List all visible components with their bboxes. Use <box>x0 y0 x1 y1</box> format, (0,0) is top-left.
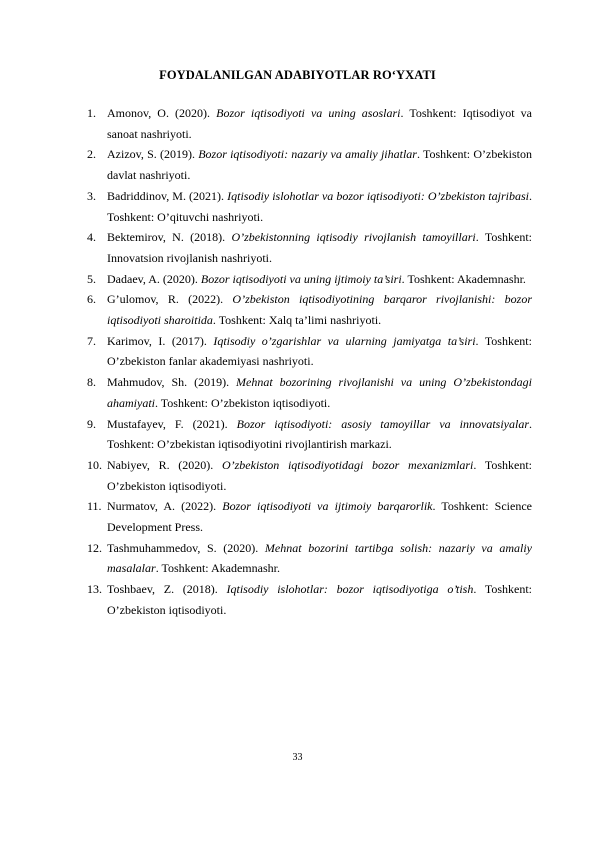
reference-text <box>107 227 532 268</box>
reference-author: Bektemirov, N. (2018). <box>107 230 232 245</box>
reference-publisher: . Toshkent: Akademnashr. <box>155 561 280 576</box>
reference-number: 8. <box>87 375 96 390</box>
reference-author: Badriddinov, M. (2021). <box>107 188 228 203</box>
reference-number: 13. <box>87 582 102 597</box>
reference-number: 1. <box>87 106 96 120</box>
reference-book-title: Mehnat bozorining rivojlanishi va uning O’zbekistondagi ahamiyati <box>107 375 532 410</box>
reference-publisher: . Toshkent: Science Development Press. <box>107 499 532 535</box>
reference-text <box>107 538 532 579</box>
reference-text <box>107 414 532 455</box>
reference-author: Karimov, I. (2017). <box>107 333 214 348</box>
reference-text <box>107 269 532 290</box>
reference-publisher: . Toshkent: O’zbekiston iqtisodiyoti. <box>155 395 331 410</box>
reference-number: 10. <box>87 457 102 472</box>
reference-list <box>87 103 532 621</box>
reference-book-title: Iqtisodiy islohotlar: bozor iqtisodiyotiga o’tish <box>226 582 474 597</box>
reference-author: Mahmudov, Sh. (2019). <box>107 375 237 390</box>
reference-publisher: . Toshkent: O’zbekiston iqtisodiyoti. <box>107 582 532 617</box>
reference-text <box>107 579 532 620</box>
reference-number: 2. <box>87 147 96 162</box>
reference-book-title: Iqtisodiy islohotlar va bozor iqtisodiyoti: O’zbekiston tajribasi <box>227 188 529 203</box>
reference-book-title: Bozor iqtisodiyoti va ijtimoiy barqarorlik <box>222 499 433 514</box>
reference-text <box>107 331 532 372</box>
reference-book-title: O’zbekistonning iqtisodiy rivojlanish tamoyillari <box>231 230 476 245</box>
reference-number: 3. <box>87 188 96 203</box>
reference-item <box>87 103 532 144</box>
reference-text <box>107 455 532 496</box>
reference-text <box>107 103 532 144</box>
reference-book-title: Bozor iqtisodiyoti: asosiy tamoyillar va innovatsiyalar <box>236 416 529 431</box>
reference-number: 11. <box>87 499 102 514</box>
reference-item <box>87 579 532 620</box>
reference-publisher: . Toshkent: Akademnashr. <box>401 271 526 286</box>
reference-item <box>87 289 532 330</box>
page-title: FOYDALANILGAN ADABIYOTLAR RO‘YXATI <box>159 68 436 82</box>
reference-author: Toshbaev, Z. (2018). <box>107 582 227 597</box>
reference-item <box>87 414 532 455</box>
reference-item <box>87 144 532 185</box>
reference-book-title: O’zbekiston iqtisodiyotidagi bozor mexanizmlari <box>221 457 474 472</box>
page-number: 33 <box>292 752 303 763</box>
reference-item <box>87 455 532 496</box>
reference-publisher: . Toshkent: Xalq ta’limi nashriyoti. <box>212 313 382 328</box>
reference-number: 9. <box>87 416 96 431</box>
reference-item <box>87 372 532 413</box>
reference-author: G’ulomov, R. (2022). <box>107 292 233 307</box>
reference-book-title: Mehnat bozorini tartibga solish: nazariy va amaliy masalalar <box>107 540 533 576</box>
reference-book-title: Bozor iqtisodiyoti va uning asoslari <box>216 106 401 120</box>
reference-text <box>107 496 532 537</box>
reference-book-title: Iqtisodiy o’zgarishlar va ularning jamiyatga ta’siri <box>213 333 476 348</box>
reference-author: Mustafayev, F. (2021). <box>107 416 237 431</box>
reference-text <box>107 289 532 330</box>
reference-publisher: . Toshkent: O’zbekistan iqtisodiyotini rivojlantirish markazi. <box>107 416 532 452</box>
reference-publisher: . Toshkent: O’zbekiston fanlar akademiyasi nashriyoti. <box>107 333 532 369</box>
reference-publisher: . Toshkent: O’zbekiston iqtisodiyoti. <box>107 457 532 493</box>
reference-item <box>87 538 532 579</box>
reference-author: Azizov, S. (2019). <box>107 147 199 162</box>
reference-author: Tashmuhammedov, S. (2020). <box>107 540 265 555</box>
reference-author: Dadaev, A. (2020). <box>107 271 201 286</box>
reference-author: Nurmatov, A. (2022). <box>107 499 223 514</box>
reference-number: 5. <box>87 271 96 286</box>
reference-number: 6. <box>87 292 96 307</box>
reference-book-title: O’zbekiston iqtisodiyotining barqaror rivojlanishi: bozor iqtisodiyoti sharoitida <box>107 292 532 328</box>
reference-number: 7. <box>87 333 96 348</box>
reference-text <box>107 144 532 185</box>
reference-book-title: Bozor iqtisodiyoti va uning ijtimoiy ta’siri <box>200 271 402 286</box>
reference-publisher: . Toshkent: O’zbekiston davlat nashriyoti. <box>107 147 532 183</box>
reference-item <box>87 186 532 227</box>
reference-text <box>107 372 532 413</box>
reference-number: 12. <box>87 540 102 555</box>
reference-author: Amonov, O. (2020). <box>107 106 217 120</box>
reference-author: Nabiyev, R. (2020). <box>107 457 222 472</box>
reference-publisher: . Toshkent: O’qituvchi nashriyoti. <box>107 188 532 224</box>
reference-number: 4. <box>87 230 96 245</box>
reference-item <box>87 496 532 537</box>
reference-item <box>87 269 532 290</box>
reference-book-title: Bozor iqtisodiyoti: nazariy va amaliy jihatlar <box>198 147 417 162</box>
reference-text <box>107 186 532 227</box>
reference-publisher: . Toshkent: Iqtisodiyot va sanoat nashriyoti. <box>107 106 532 141</box>
reference-publisher: . Toshkent: Innovatsion rivojlanish nashriyoti. <box>107 230 532 265</box>
reference-item <box>87 227 532 268</box>
reference-item <box>87 331 532 372</box>
